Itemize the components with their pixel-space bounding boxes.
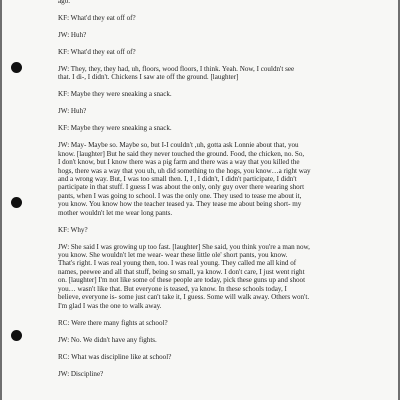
transcript-paragraph <box>58 336 376 344</box>
transcript-paragraph <box>58 141 376 217</box>
transcript-line: I'm glad I was the one to walk away. <box>58 301 162 310</box>
transcript-paragraph <box>58 124 376 132</box>
transcript-line: on. [laughter] I'm not like some of these people are today, pick these guns up and shoot <box>58 276 306 285</box>
binder-hole <box>11 197 22 208</box>
transcript-line: hogs, there was a way that you uh, uh did something to the hogs, you know…a right way <box>58 166 311 175</box>
transcript-paragraph <box>58 14 376 22</box>
transcript-paragraph <box>58 226 376 234</box>
transcript-paragraph <box>58 31 376 39</box>
transcript-line: RC: What was discipline like at school? <box>58 352 172 361</box>
transcript-line: mother wouldn't let me wear long pants. <box>58 208 173 217</box>
transcript-line: KF: Why? <box>58 225 88 234</box>
transcript-paragraph <box>58 353 376 361</box>
transcript-line: JW: Huh? <box>58 107 87 116</box>
transcript-line: KF: Maybe they were sneaking a snack. <box>58 124 172 133</box>
transcript-line: RC: Were there many fights at school? <box>58 318 168 327</box>
transcript-line: That's right. I was real young then, too. I was real young. They called me all kind of <box>58 259 297 268</box>
transcript-line: KF: What'd they eat off of? <box>58 14 136 22</box>
transcript-line: know. [laughter] But he said they never touched the ground. Food, the chicken, no. So, <box>58 149 305 158</box>
transcript-line: and a wrong way. But, I was too small then. I, I , I didn't, I didn't participate, I didn't <box>58 175 297 184</box>
transcript-paragraph <box>58 90 376 98</box>
transcript-line: you know. You know how the teacher teased ya. They tease me about being short- my <box>58 200 302 209</box>
transcript-paragraph <box>58 48 376 56</box>
transcript-line: you… wasn't like that. But everyone is teased, ya know. In these schools today, I <box>58 284 287 293</box>
transcript-line: ago. <box>58 0 71 5</box>
transcript-line: JW: May- Maybe so. Maybe so, but I-I couldn't ,uh, gotta ask Lonnie about that, you <box>58 141 299 150</box>
transcript-line: KF: What'd they eat off of? <box>58 48 136 56</box>
transcript-page <box>2 0 398 400</box>
transcript-line: JW: Discipline? <box>58 369 104 378</box>
transcript-paragraph <box>58 370 376 378</box>
transcript-paragraph <box>58 65 376 82</box>
transcript-line: JW: Huh? <box>58 31 87 39</box>
transcript-line: that. I di-, I didn't. Chickens I saw ate off the ground. [laughter] <box>58 73 239 82</box>
transcript-paragraph <box>58 0 376 5</box>
transcript-line: names, peewee and all that stuff, being so small, ya know. I don't care, I just went right <box>58 267 305 276</box>
transcript-line: JW: No. We didn't have any fights. <box>58 335 157 344</box>
transcript-line: pants, when I was going to school. I was the only one. They used to tease me about it, <box>58 191 302 200</box>
transcript-paragraph <box>58 107 376 115</box>
transcript-line: you know. She wouldn't let me wear- wear these little ole' short pants, you know. <box>58 251 288 260</box>
transcript-line: JW: They, they, they had, uh, floors, wood floors, I think. Yeah. Now, I couldn't see <box>58 65 295 73</box>
transcript-line: I don't know, but I know there was a pig farm and there was a way that you killed the <box>58 158 300 167</box>
transcript-paragraph <box>58 243 376 310</box>
transcript-line: believe, everyone is- some just can't take it, I guess. Some will walk away. Others won't. <box>58 293 310 302</box>
transcript-line: participate in that stuff. I guess I was about the only, only guy over there wearing short <box>58 183 305 192</box>
transcript-line: KF: Maybe they were sneaking a snack. <box>58 90 172 99</box>
binder-hole <box>11 62 22 73</box>
transcript-line: JW: She said I was growing up too fast. [laughter] She said, you think you're a man now, <box>58 242 310 251</box>
binder-hole <box>11 330 22 341</box>
transcript-paragraph <box>58 319 376 327</box>
transcript-text <box>58 0 376 387</box>
